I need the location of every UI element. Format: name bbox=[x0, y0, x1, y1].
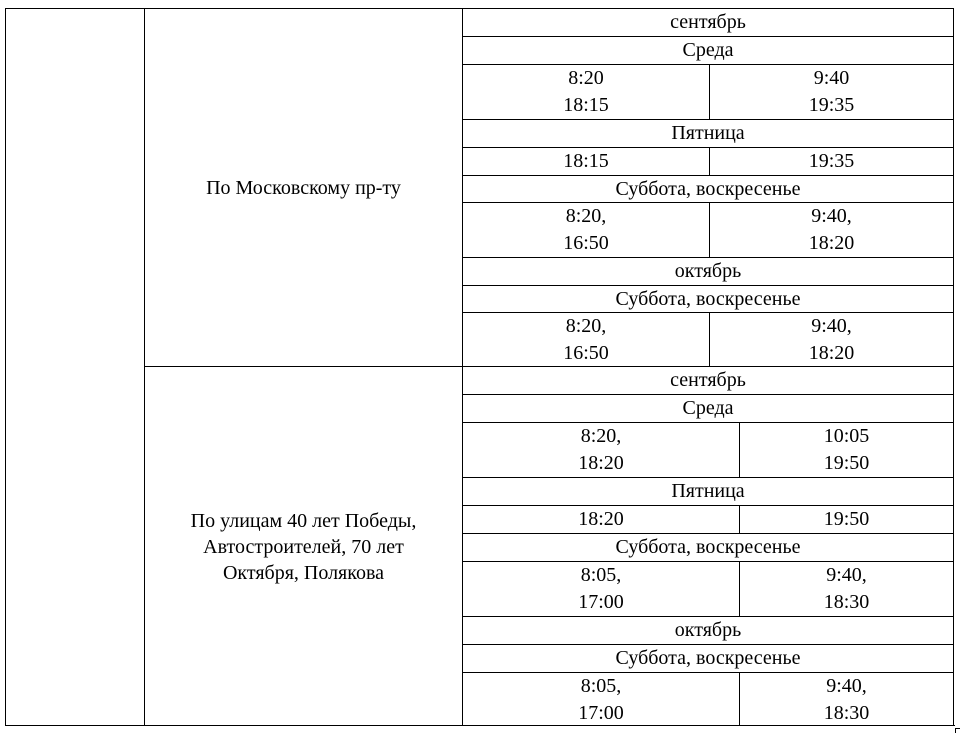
table-bottom-border bbox=[5, 725, 955, 726]
time-value: 8:20 bbox=[568, 67, 604, 89]
time-value: 16:50 bbox=[563, 341, 609, 364]
time-value: 19:50 bbox=[823, 452, 870, 474]
departure-times-cell bbox=[463, 203, 709, 257]
departure-times-cell bbox=[463, 313, 709, 366]
times-row bbox=[463, 202, 953, 257]
day-row bbox=[463, 36, 953, 64]
time-value: 8:20, bbox=[565, 205, 607, 227]
times-row bbox=[463, 147, 953, 175]
departure-times-cell bbox=[463, 423, 739, 477]
time-value: 17:00 bbox=[578, 701, 624, 724]
day-label: Пятница bbox=[671, 480, 745, 502]
day-label: Суббота, воскресенье bbox=[615, 536, 801, 558]
day-row bbox=[463, 477, 953, 505]
month-row bbox=[463, 8, 953, 36]
times-row bbox=[463, 561, 953, 616]
time-value: 8:05, bbox=[580, 674, 622, 697]
route-name-line: Автостроителей, 70 лет bbox=[203, 535, 404, 558]
month-label: сентябрь bbox=[670, 11, 746, 33]
time-value: 18:20 bbox=[578, 452, 624, 474]
day-label: Суббота, воскресенье bbox=[615, 287, 801, 310]
time-value: 18:20 bbox=[808, 232, 855, 254]
departure-times-cell bbox=[463, 148, 709, 175]
route-name-cell bbox=[144, 366, 462, 726]
time-value: 10:05 bbox=[823, 425, 870, 447]
month-row bbox=[463, 366, 953, 394]
time-value: 19:35 bbox=[808, 150, 855, 172]
arrival-times-cell bbox=[709, 313, 953, 366]
arrival-times-cell bbox=[739, 673, 953, 726]
time-value: 16:50 bbox=[563, 232, 609, 254]
day-row bbox=[463, 175, 953, 202]
arrival-times-cell bbox=[739, 562, 953, 616]
month-row bbox=[463, 257, 953, 285]
route-name-cell bbox=[144, 8, 462, 366]
month-label: октябрь bbox=[674, 260, 742, 282]
time-value: 18:15 bbox=[563, 150, 609, 172]
time-value: 8:05, bbox=[580, 564, 622, 586]
month-row bbox=[463, 616, 953, 644]
day-label: Суббота, воскресенье bbox=[615, 177, 801, 200]
month-label: октябрь bbox=[674, 619, 742, 641]
day-label: Среда bbox=[682, 397, 734, 419]
day-row bbox=[463, 285, 953, 312]
time-value: 9:40 bbox=[813, 67, 850, 89]
arrival-times-cell bbox=[709, 203, 953, 257]
page-corner-mark bbox=[955, 728, 960, 733]
times-row bbox=[463, 312, 953, 366]
time-value: 9:40, bbox=[811, 314, 852, 337]
time-value: 9:40, bbox=[826, 564, 867, 586]
day-row bbox=[463, 394, 953, 422]
time-value: 18:15 bbox=[563, 94, 609, 116]
time-value: 19:35 bbox=[808, 94, 855, 116]
route-number-column bbox=[5, 8, 144, 726]
time-value: 18:30 bbox=[823, 591, 870, 613]
time-value: 8:20, bbox=[580, 425, 622, 447]
day-row bbox=[463, 533, 953, 561]
day-label: Суббота, воскресенье bbox=[615, 647, 801, 669]
day-label: Среда bbox=[682, 39, 734, 61]
month-label: сентябрь bbox=[670, 369, 746, 391]
time-value: 9:40, bbox=[826, 674, 867, 697]
time-value: 8:20, bbox=[565, 314, 607, 337]
departure-times-cell bbox=[463, 65, 709, 119]
times-row bbox=[463, 505, 953, 533]
times-row bbox=[463, 64, 953, 119]
route-name-line: По Московскому пр-ту bbox=[206, 176, 401, 199]
times-row bbox=[463, 422, 953, 477]
day-row bbox=[463, 644, 953, 672]
departure-times-cell bbox=[463, 673, 739, 726]
times-row bbox=[463, 672, 953, 726]
time-value: 18:30 bbox=[823, 701, 870, 724]
arrival-times-cell bbox=[739, 423, 953, 477]
time-value: 18:20 bbox=[808, 341, 855, 364]
departure-times-cell bbox=[463, 562, 739, 616]
arrival-times-cell bbox=[709, 65, 953, 119]
time-value: 18:20 bbox=[578, 508, 624, 530]
route-name-line: Октября, Полякова bbox=[222, 561, 385, 584]
time-value: 19:50 bbox=[823, 508, 870, 530]
day-label: Пятница bbox=[671, 122, 745, 144]
route-schedule bbox=[462, 366, 954, 726]
arrival-times-cell bbox=[709, 148, 953, 175]
departure-times-cell bbox=[463, 506, 739, 533]
route-schedule bbox=[462, 8, 954, 366]
time-value: 17:00 bbox=[578, 591, 624, 613]
arrival-times-cell bbox=[739, 506, 953, 533]
route-name-line: По улицам 40 лет Победы, bbox=[190, 509, 417, 532]
day-row bbox=[463, 119, 953, 147]
time-value: 9:40, bbox=[811, 205, 852, 227]
